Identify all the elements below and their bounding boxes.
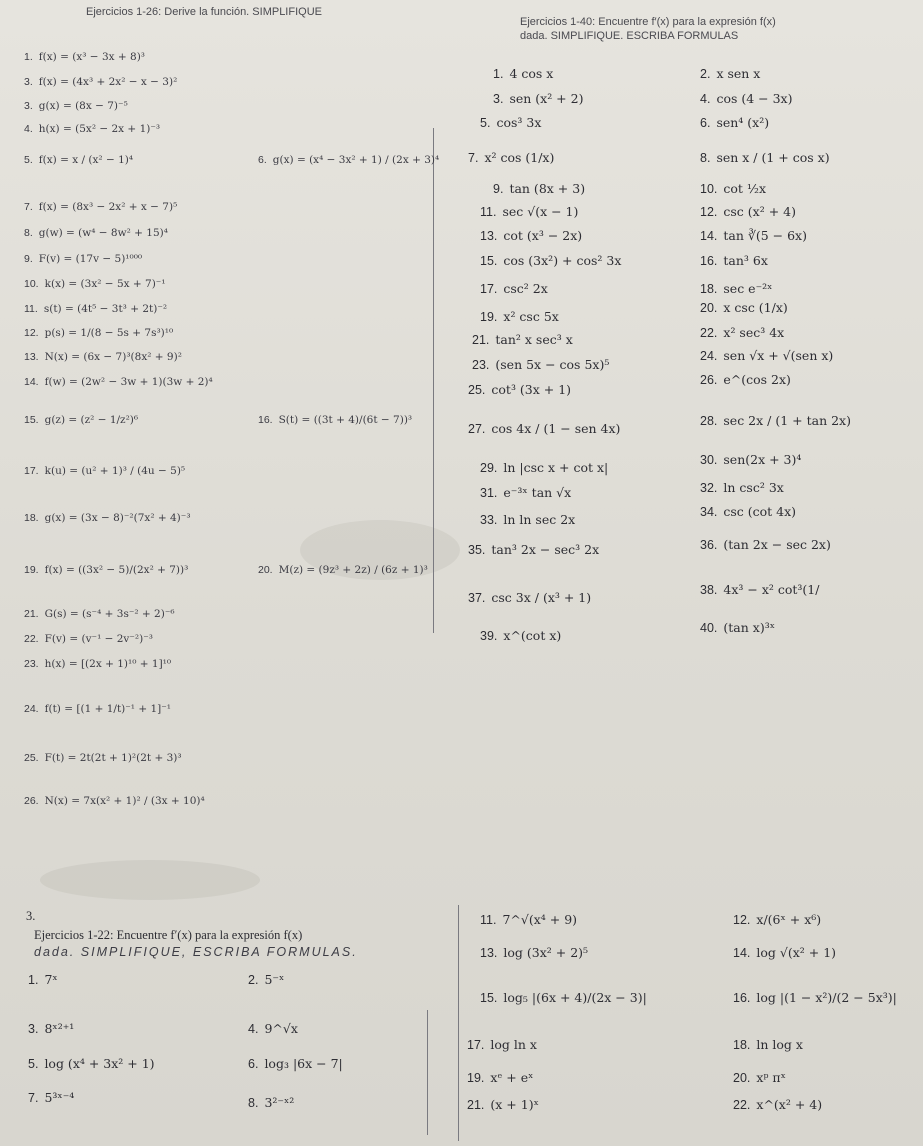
section3-divider (458, 905, 459, 1141)
list-item: 29. ln |csc x + cot x| (480, 460, 609, 475)
list-item: 3. sen (x² + 2) (493, 91, 584, 106)
list-item: 8. g(w) = (w⁴ − 8w² + 15)⁴ (24, 227, 168, 239)
list-item: 10. cot ½x (700, 181, 767, 196)
section3-mark: 3. (26, 909, 36, 923)
list-item: 3. 8ˣ²⁺¹ (28, 1021, 75, 1036)
list-item: 11. sec √(x − 1) (480, 204, 579, 219)
list-item (467, 1124, 473, 1139)
list-item: 22. F(v) = (v⁻¹ − 2v⁻²)⁻³ (24, 633, 153, 645)
list-item: 26. N(x) = 7x(x² + 1)² / (3x + 10)⁴ (24, 795, 205, 807)
list-item: 12. csc (x² + 4) (700, 204, 796, 219)
list-item: 13. log (3x² + 2)⁵ (480, 945, 589, 960)
list-item: 7. 5³ˣ⁻⁴ (28, 1090, 75, 1105)
list-item: 18. ln log x (733, 1037, 803, 1052)
list-item: 22. x^(x² + 4) (733, 1097, 823, 1112)
list-item: 25. F(t) = 2t(2t + 1)²(2t + 3)³ (24, 752, 182, 764)
list-item: 1. f(x) = (x³ − 3x + 8)³ (24, 51, 146, 63)
list-item: 36. (tan 2x − sec 2x) (700, 537, 831, 552)
list-item: 34. csc (cot 4x) (700, 504, 797, 519)
list-item: 25. cot³ (3x + 1) (468, 382, 572, 397)
list-item: 14. f(w) = (2w² − 3w + 1)(3w + 2)⁴ (24, 376, 213, 388)
list-item: 5. cos³ 3x (480, 115, 542, 130)
list-item: 17. log ln x (467, 1037, 537, 1052)
list-item: 32. ln csc² 3x (700, 480, 784, 495)
section3-inner-divider (427, 1010, 428, 1135)
list-item: 3. g(x) = (8x − 7)⁻⁵ (24, 100, 128, 112)
list-item: 16. tan³ 6x (700, 253, 768, 268)
section2-title: Ejercicios 1-40: Encuentre f′(x) para la expresión f(x) (520, 16, 776, 28)
list-item: 11. 7^√(x⁴ + 9) (480, 912, 578, 927)
list-item: 4. h(x) = (5x² − 2x + 1)⁻³ (24, 123, 161, 135)
list-item: 6. sen⁴ (x²) (700, 115, 770, 130)
list-item: 7. f(x) = (8x³ − 2x² + x − 7)⁵ (24, 201, 178, 213)
list-item: 33. ln ln sec 2x (480, 512, 576, 527)
list-item: 38. 4x³ − x² cot³(1/ (700, 582, 820, 597)
list-item: 19. x² csc 5x (480, 309, 559, 324)
list-item: 21. G(s) = (s⁻⁴ + 3s⁻² + 2)⁻⁶ (24, 608, 175, 620)
list-item: 40. (tan x)³ˣ (700, 620, 776, 635)
list-item: 13. cot (x³ − 2x) (480, 228, 583, 243)
list-item: 9. F(v) = (17v − 5)¹⁰⁰⁰ (24, 253, 143, 265)
list-item: 19. xᵉ + eˣ (467, 1070, 534, 1085)
list-item: 14. tan ∛(5 − 6x) (700, 228, 807, 243)
list-item: 6. g(x) = (x⁴ − 3x² + 1) / (2x + 3)⁴ (258, 154, 440, 166)
list-item: 13. N(x) = (6x − 7)³(8x² + 9)² (24, 351, 182, 363)
section2-divider (433, 128, 434, 633)
section3-subtitle: dada. SIMPLIFIQUE, ESCRIBA FORMULAS. (34, 945, 358, 959)
list-item: 24. f(t) = [(1 + 1/t)⁻¹ + 1]⁻¹ (24, 703, 172, 715)
list-item: 39. x^(cot x) (480, 628, 562, 643)
list-item: 31. e⁻³ˣ tan √x (480, 485, 572, 500)
list-item: 16. log |(1 − x²)/(2 − 5x³)| (733, 990, 897, 1005)
list-item (733, 1124, 739, 1139)
section2-subtitle: dada. SIMPLIFIQUE. ESCRIBA FORMULAS (520, 30, 739, 42)
list-item: 9. tan (8x + 3) (493, 181, 586, 196)
list-item: 27. cos 4x / (1 − sen 4x) (468, 421, 621, 436)
list-item: 8. 3²⁻ˣ² (248, 1095, 295, 1110)
list-item: 24. sen √x + √(sen x) (700, 348, 834, 363)
list-item: 21. (x + 1)ˣ (467, 1097, 539, 1112)
list-item: 4. cos (4 − 3x) (700, 91, 793, 106)
list-item: 17. k(u) = (u² + 1)³ / (4u − 5)⁵ (24, 465, 186, 477)
list-item: 28. sec 2x / (1 + tan 2x) (700, 413, 851, 428)
list-item: 11. s(t) = (4t⁵ − 3t³ + 2t)⁻² (24, 303, 168, 315)
list-item: 6. log₃ |6x − 7| (248, 1056, 343, 1071)
list-item: 35. tan³ 2x − sec³ 2x (468, 542, 600, 557)
list-item: 15. log₅ |(6x + 4)/(2x − 3)| (480, 990, 647, 1005)
section1-title: Ejercicios 1-26: Derive la función. SIMPLIFIQUE (86, 6, 322, 18)
list-item: 16. S(t) = ((3t + 4)/(6t − 7))³ (258, 414, 413, 426)
list-item: 7. x² cos (1/x) (468, 150, 555, 165)
list-item: 8. sen x / (1 + cos x) (700, 150, 830, 165)
list-item: 17. csc² 2x (480, 281, 548, 296)
section3-title: Ejercicios 1-22: Encuentre f′(x) para la expresión f(x) (34, 928, 303, 942)
list-item: 2. x sen x (700, 66, 761, 81)
list-item: 18. sec e⁻²ˣ (700, 281, 773, 296)
list-item: 1. 4 cos x (493, 66, 554, 81)
list-item: 18. g(x) = (3x − 8)⁻²(7x² + 4)⁻³ (24, 512, 191, 524)
list-item: 12. x/(6ˣ + x⁶) (733, 912, 822, 927)
list-item: 20. M(z) = (9z³ + 2z) / (6z + 1)³ (258, 564, 428, 576)
list-item: 23. h(x) = [(2x + 1)¹⁰ + 1]¹⁰ (24, 658, 172, 670)
list-item: 20. xᵖ πˣ (733, 1070, 786, 1085)
list-item: 12. p(s) = 1/(8 − 5s + 7s³)¹⁰ (24, 327, 174, 339)
list-item: 5. f(x) = x / (x² − 1)⁴ (24, 154, 134, 166)
list-item: 5. log (x⁴ + 3x² + 1) (28, 1056, 155, 1071)
list-item: 10. k(x) = (3x² − 5x + 7)⁻¹ (24, 278, 166, 290)
list-item: 20. x csc (1/x) (700, 300, 788, 315)
list-item: 37. csc 3x / (x³ + 1) (468, 590, 592, 605)
list-item: 19. f(x) = ((3x² − 5)/(2x² + 7))³ (24, 564, 189, 576)
list-item: 23. (sen 5x − cos 5x)⁵ (472, 357, 610, 372)
list-item: 30. sen(2x + 3)⁴ (700, 452, 802, 467)
list-item: 22. x² sec³ 4x (700, 325, 785, 340)
list-item: 15. cos (3x²) + cos² 3x (480, 253, 622, 268)
list-item: 15. g(z) = (z² − 1/z²)⁶ (24, 414, 139, 426)
list-item: 3. f(x) = (4x³ + 2x² − x − 3)² (24, 76, 178, 88)
list-item: 26. e^(cos 2x) (700, 372, 791, 387)
list-item: 14. log √(x² + 1) (733, 945, 837, 960)
list-item: 4. 9^√x (248, 1021, 298, 1036)
list-item: 21. tan² x sec³ x (472, 332, 573, 347)
list-item: 2. 5⁻ˣ (248, 972, 285, 987)
list-item: 1. 7ˣ (28, 972, 58, 987)
